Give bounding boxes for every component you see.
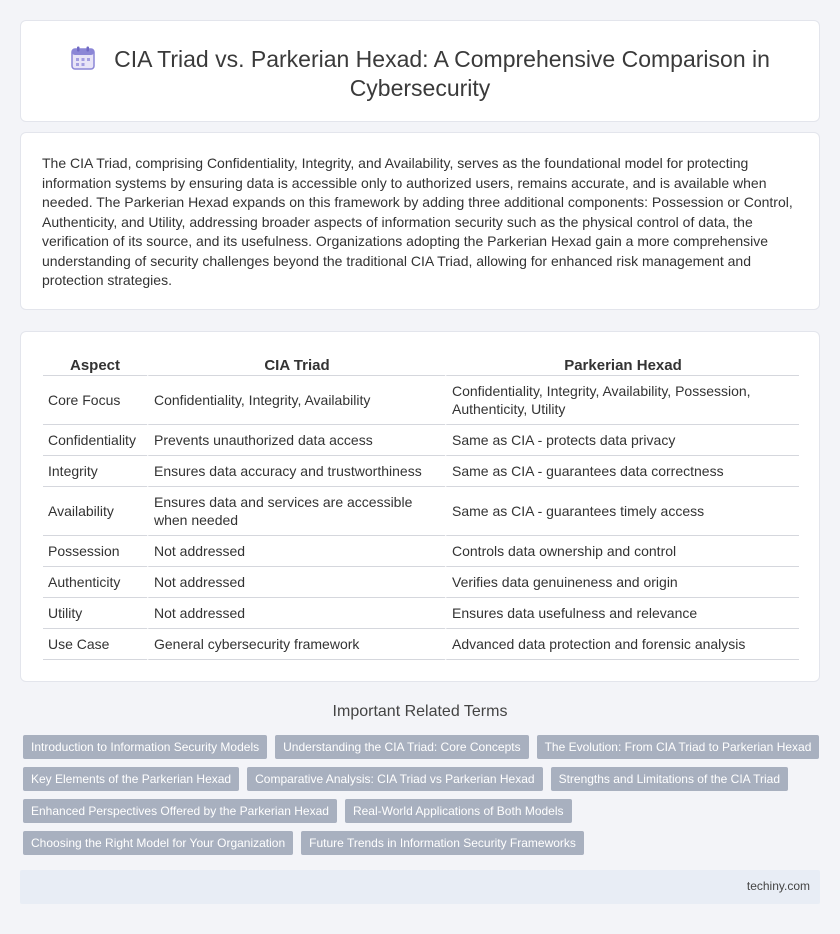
comparison-table <box>43 350 799 660</box>
related-term-tag[interactable]: Comparative Analysis: CIA Triad vs Parkerian Hexad <box>247 767 542 791</box>
footer-site-link[interactable]: techiny.com <box>746 879 810 893</box>
related-term-tag[interactable]: Understanding the CIA Triad: Core Concepts <box>275 735 528 759</box>
related-term-tag[interactable]: Strengths and Limitations of the CIA Triad <box>551 767 788 791</box>
page-title: CIA Triad vs. Parkerian Hexad: A Comprehensive Comparison in Cybersecurity <box>114 46 770 101</box>
table-row <box>43 629 799 660</box>
calendar-icon <box>70 45 96 71</box>
related-terms-title: Important Related Terms <box>332 703 508 720</box>
table-cell-cia: Not addressed <box>147 536 445 567</box>
table-cell-aspect: Authenticity <box>43 567 147 598</box>
table-cell-parkerian: Controls data ownership and control <box>445 536 799 567</box>
table-row <box>43 425 799 456</box>
table-cell-cia: Not addressed <box>147 598 445 629</box>
table-row <box>43 376 799 425</box>
table-row <box>43 487 799 536</box>
related-term-tag[interactable]: Enhanced Perspectives Offered by the Parkerian Hexad <box>23 799 337 823</box>
related-term-tag[interactable]: Future Trends in Information Security Frameworks <box>301 831 584 855</box>
related-term-tag[interactable]: The Evolution: From CIA Triad to Parkerian Hexad <box>537 735 820 759</box>
related-term-tag[interactable]: Real-World Applications of Both Models <box>345 799 572 823</box>
table-row <box>43 567 799 598</box>
table-cell-aspect: Core Focus <box>43 376 147 425</box>
table-cell-aspect: Use Case <box>43 629 147 660</box>
table-row <box>43 536 799 567</box>
table-row <box>43 598 799 629</box>
table-cell-parkerian: Same as CIA - guarantees timely access <box>445 487 799 536</box>
table-cell-parkerian: Verifies data genuineness and origin <box>445 567 799 598</box>
intro-card <box>20 132 820 310</box>
table-cell-parkerian: Ensures data usefulness and relevance <box>445 598 799 629</box>
table-cell-cia: Prevents unauthorized data access <box>147 425 445 456</box>
table-cell-aspect: Confidentiality <box>43 425 147 456</box>
table-cell-parkerian: Confidentiality, Integrity, Availability, Possession, Authenticity, Utility <box>445 376 799 425</box>
related-term-tag[interactable]: Introduction to Information Security Models <box>23 735 267 759</box>
table-cell-cia: Ensures data and services are accessible when needed <box>147 487 445 536</box>
page-title-wrap <box>61 45 779 103</box>
related-term-tag[interactable]: Key Elements of the Parkerian Hexad <box>23 767 239 791</box>
table-cell-parkerian: Same as CIA - protects data privacy <box>445 425 799 456</box>
title-card <box>20 20 820 122</box>
table-cell-parkerian: Advanced data protection and forensic analysis <box>445 629 799 660</box>
table-header-cia: CIA Triad <box>147 350 445 376</box>
related-terms-tags <box>23 735 823 863</box>
table-cell-aspect: Possession <box>43 536 147 567</box>
related-term-tag[interactable]: Choosing the Right Model for Your Organization <box>23 831 293 855</box>
footer <box>20 870 820 904</box>
table-cell-cia: Not addressed <box>147 567 445 598</box>
table-cell-aspect: Integrity <box>43 456 147 487</box>
table-cell-cia: Confidentiality, Integrity, Availability <box>147 376 445 425</box>
table-cell-cia: Ensures data accuracy and trustworthiness <box>147 456 445 487</box>
table-header-parkerian: Parkerian Hexad <box>445 350 799 376</box>
table-cell-parkerian: Same as CIA - guarantees data correctness <box>445 456 799 487</box>
table-cell-cia: General cybersecurity framework <box>147 629 445 660</box>
intro-paragraph: The CIA Triad, comprising Confidentiality, Integrity, and Availability, serves as the foundational model for protecting information systems by ensuring data is accessible only to authorized users, remains accurate, and is available when needed. The Parkerian Hexad expands on this framework by adding three additional components: Possession or Control, Authenticity, and Utility, addressing broader aspects of information security such as the physical control of data, the verification of its source, and its usefulness. Organizations adopting the Parkerian Hexad gain a more comprehensive understanding of security challenges beyond the traditional CIA Triad, allowing for enhanced risk management and protection strategies. <box>42 155 793 288</box>
table-header-aspect: Aspect <box>43 350 147 376</box>
table-row <box>43 456 799 487</box>
table-cell-aspect: Availability <box>43 487 147 536</box>
comparison-table-card <box>20 331 820 682</box>
table-cell-aspect: Utility <box>43 598 147 629</box>
